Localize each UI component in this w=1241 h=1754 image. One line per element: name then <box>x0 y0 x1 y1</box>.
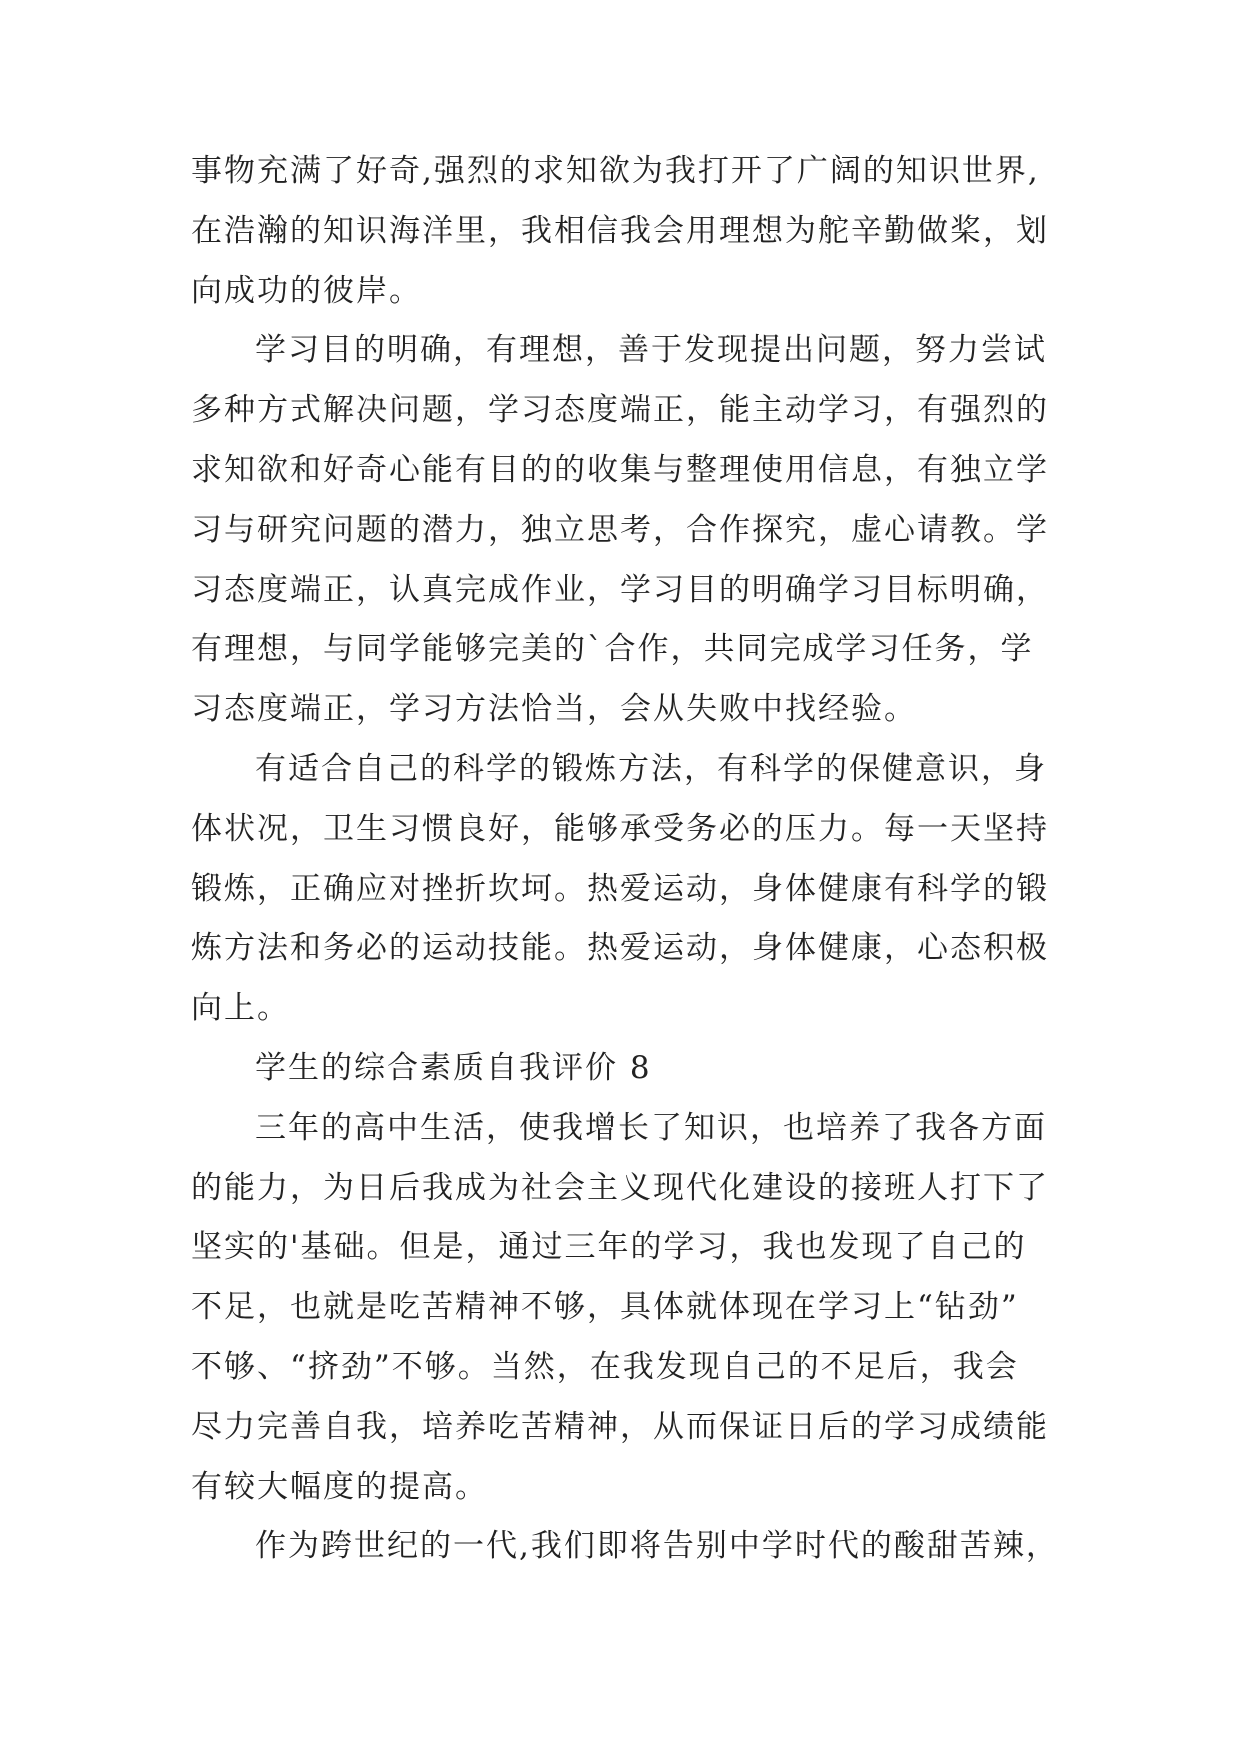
document-line: 向成功的彼岸。 <box>191 272 422 309</box>
document-line: 体状况，卫生习惯良好，能够承受务必的压力。每一天坚持 <box>191 810 1049 847</box>
document-line: 多种方式解决问题，学习态度端正，能主动学习，有强烈的 <box>191 392 1049 429</box>
document-line: 的能力，为日后我成为社会主义现代化建设的接班人打下了 <box>191 1169 1049 1206</box>
document-line: 事物充满了好奇,强烈的求知欲为我打开了广阔的知识世界, <box>191 153 1040 189</box>
document-line: 向上。 <box>191 990 290 1027</box>
document-line: 锻炼，正确应对挫折坎坷。热爱运动，身体健康有科学的锻 <box>191 870 1049 907</box>
document-line: 尽力完善自我，培养吃苦精神，从而保证日后的学习成绩能 <box>191 1408 1049 1445</box>
document-line: 作为跨世纪的一代,我们即将告别中学时代的酸甜苦辣， <box>255 1528 1059 1565</box>
document-line: 有理想，与同学能够完美的`合作，共同完成学习任务，学 <box>191 631 1034 668</box>
document-line: 在浩瀚的知识海洋里，我相信我会用理想为舵辛勤做桨，划 <box>191 212 1049 249</box>
document-line: 学习目的明确，有理想，善于发现提出问题，努力尝试 <box>255 332 1047 369</box>
document-line: 不足，也就是吃苦精神不够，具体就体现在学习上“钻劲” <box>191 1289 1019 1326</box>
document-line: 求知欲和好奇心能有目的的收集与整理使用信息，有独立学 <box>191 451 1049 488</box>
document-line: 不够、“挤劲”不够。当然，在我发现自己的不足后，我会 <box>191 1348 1019 1385</box>
document-line: 炼方法和务必的运动技能。热爱运动，身体健康，心态积极 <box>191 930 1049 967</box>
document-line: 有适合自己的科学的锻炼方法，有科学的保健意识，身 <box>255 750 1047 787</box>
document-line: 习态度端正，认真完成作业，学习目的明确学习目标明确， <box>191 571 1049 608</box>
document-line: 三年的高中生活，使我增长了知识，也培养了我各方面 <box>255 1109 1047 1146</box>
document-body <box>191 142 1081 1577</box>
document-line: 坚实的'基础。但是，通过三年的学习，我也发现了自己的 <box>191 1229 1027 1266</box>
document-line: 习态度端正，学习方法恰当，会从失败中找经验。 <box>191 691 917 728</box>
document-line: 有较大幅度的提高。 <box>191 1468 488 1505</box>
document-line: 习与研究问题的潜力，独立思考，合作探究，虚心请教。学 <box>191 511 1049 548</box>
document-line: 学生的综合素质自我评价 8 <box>255 1049 652 1086</box>
